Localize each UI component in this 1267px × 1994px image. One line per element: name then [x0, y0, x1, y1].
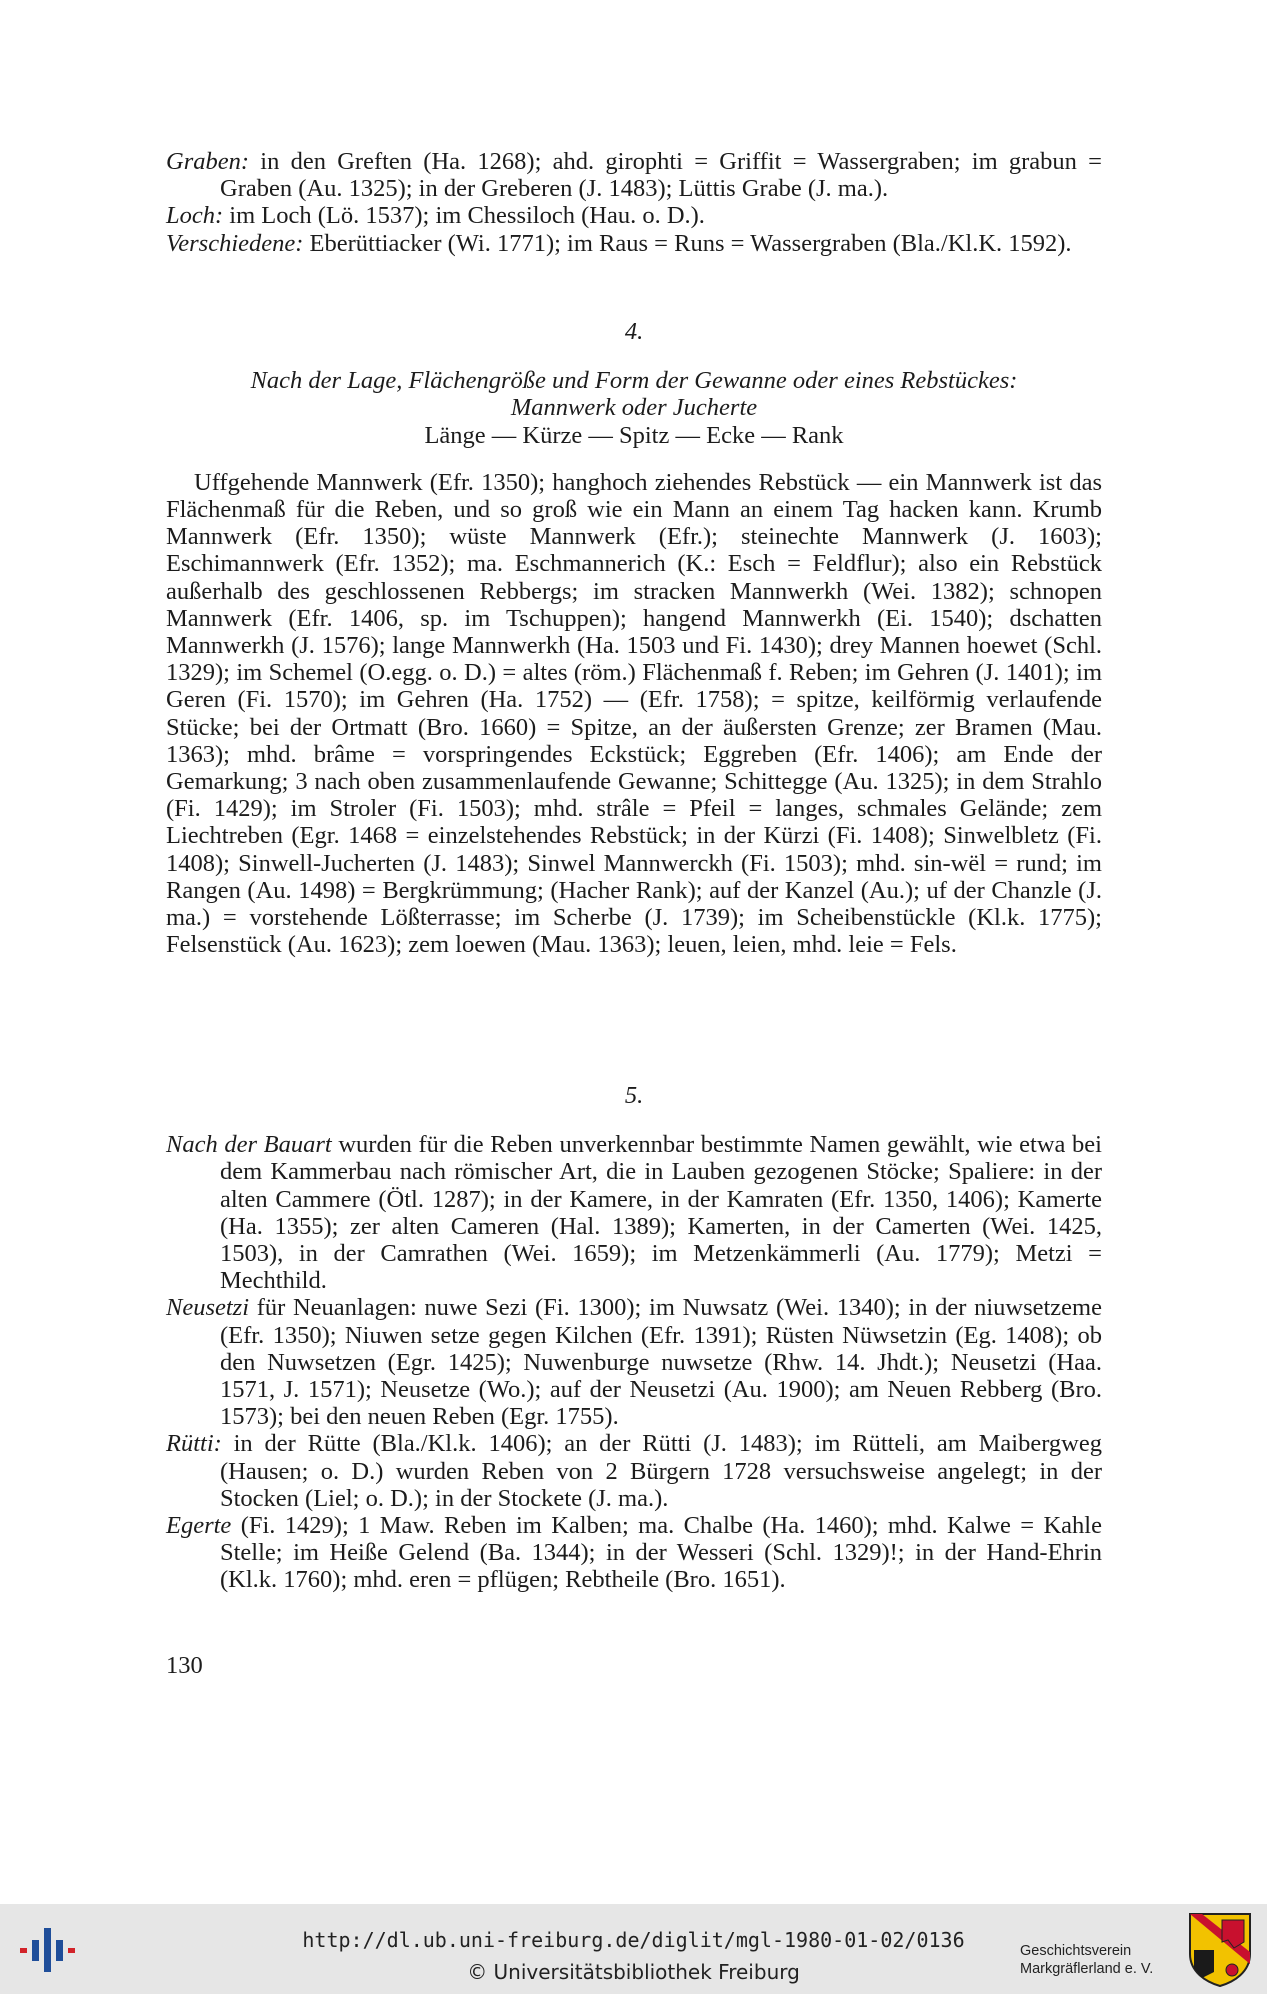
entry-egerte	[166, 1512, 1102, 1594]
entry-loch	[166, 202, 1102, 229]
section-keywords: Länge — Kürze — Spitz — Ecke — Rank	[424, 421, 844, 449]
society-name-line1: Geschichtsverein	[1020, 1943, 1132, 1959]
page-number: 130	[166, 1652, 203, 1679]
entry-ruetti	[166, 1430, 1102, 1512]
entry-label: Neusetzi	[166, 1294, 250, 1322]
section-paragraph: Uffgehende Mannwerk (Efr. 1350); hanghoch ziehendes Rebstück — ein Mannwerk ist das Flächenmaß für die Reben, und so groß wie ein Mann an einem Tag hacken kann. Krumb Mannwerk (Efr. 1350); wüste Mannwerk (Efr.); steinechte Mannwerk (J. 1603); Eschimannwerk (Efr. 1352); ma. Eschmannerich (K.: Esch = Feldflur); also ein Rebstück außerhalb des geschlossenen Rebbergs; im stracken Mannwerkh (Wei. 1382); schnopen Mannwerk (Efr. 1406, sp. im Tschuppen); hangend Mannwerkh (Ei. 1540); dschatten Mannwerkh (J. 1576); lange Mannwerkh (Ha. 1503 und Fi. 1430); drey Mannen hoewet (Schl. 1329); im Schemel (O.egg. o. D.) = altes (röm.) Flächenmaß f. Reben; im Gehren (J. 1401); im Geren (Fi. 1570); im Gehren (Ha. 1752) — (Efr. 1758); = spitze, keilförmig verlaufende Stücke; bei der Ortmatt (Bro. 1660) = Spitze, an der äußersten Grenze; zer Bramen (Mau. 1363); mhd. brâme = vorspringendes Eckstück; Eggreben (Efr. 1406); am Ende der Gemarkung; 3 nach oben zusammenlaufende Gewanne; Schittegge (Au. 1325); in dem Strahlo (Fi. 1429); im Stroler (Fi. 1503); mhd. strâle = Pfeil = langes, schmales Gelände; zem Liechtreben (Egr. 1468 = einzelstehendes Rebstück; in der Kürzi (Fi. 1408); Sinwelbletz (Fi. 1408); Sinwell-Jucherten (J. 1483); Sinwel Mannwerckh (Fi. 1503); mhd. sin-wël = rund; im Rangen (Au. 1498) = Bergkrümmung; (Hacher Rank); auf der Kanzel (Au.); uf der Chanzle (J. ma.) = vorstehende Lößterrasse; im Scherbe (J. 1739); im Scheibenstückle (Kl.k. 1775); Felsenstück (Au. 1623); zem loewen (Mau. 1363); leuen, leien, mhd. leie = Fels.	[166, 468, 1102, 959]
section-number: 4.	[624, 318, 644, 345]
footer-bar	[0, 1904, 1267, 1994]
entry-neusetzi	[166, 1294, 1102, 1430]
top-entries	[166, 148, 1102, 257]
entry-text: Eberüttiacker (Wi. 1771); im Raus = Runs = Wassergraben (Bla./Kl.K. 1592).	[303, 229, 1072, 257]
coat-of-arms-icon	[1188, 1912, 1252, 1988]
entry-text: in der Rütte (Bla./Kl.k. 1406); an der Rütti (J. 1483); im Rütteli, am Maibergweg (Hausen; o. D.) wurden Reben von 2 Bürgern 1728 versuchsweise angelegt; in der Stocken (Liel; o. D.); in der Stockete (J. ma.).	[220, 1430, 1102, 1512]
entry-label: Verschiedene:	[166, 229, 304, 257]
entry-label: Nach der Bauart	[166, 1131, 332, 1159]
permalink-link[interactable]: http://dl.ub.uni-freiburg.de/diglit/mgl-1980-01-02/0136	[302, 1928, 965, 1952]
section-heading: Nach der Lage, Flächengröße und Form der Gewanne oder eines Rebstückes:	[250, 367, 1018, 395]
entry-verschiedene	[166, 230, 1102, 257]
entry-label: Rütti:	[166, 1430, 222, 1458]
entry-label: Graben:	[166, 148, 250, 175]
page-number-block	[166, 1652, 1102, 1679]
entry-label: Loch:	[166, 202, 224, 230]
entry-label: Egerte	[166, 1512, 232, 1540]
section-number: 5.	[624, 1082, 644, 1109]
section-4	[166, 318, 1102, 958]
entry-bauart	[166, 1131, 1102, 1294]
entry-graben	[166, 148, 1102, 202]
entry-text: wurden für die Reben unverkennbar bestimmte Namen gewählt, wie etwa bei dem Kammerbau nach römischer Art, die in Lauben gezogenen Stöcke; Spaliere: in der alten Cammere (Ötl. 1287); in der Kamere, in der Kamraten (Efr. 1350, 1406); Kamerte (Ha. 1355); zer alten Cameren (Hal. 1389); Kamerten, in der Camerten (Wei. 1425, 1503), in der Camrathen (Wei. 1659); im Metzenkämmerli (Au. 1779); Metzi = Mechthild.	[220, 1131, 1102, 1295]
copyright-text: © Universitätsbibliothek Freiburg	[467, 1960, 800, 1984]
section-subheading: Mannwerk oder Jucherte	[510, 394, 758, 422]
section-entries	[166, 1131, 1102, 1593]
entry-text: (Fi. 1429); 1 Maw. Reben im Kalben; ma. Chalbe (Ha. 1460); mhd. Kalwe = Kahle Stelle; im Heiße Gelend (Ba. 1344); in der Wesseri (Schl. 1329)!; in der Hand-Ehrin (Kl.k. 1760); mhd. eren = pflügen; Rebtheile (Bro. 1651).	[220, 1512, 1102, 1594]
entry-text: für Neuanlagen: nuwe Sezi (Fi. 1300); im Nuwsatz (Wei. 1340); in der niuwsetzeme (Efr. 1350); Niuwen setze gegen Kilchen (Efr. 1391); Rüsten Nüwsetzin (Eg. 1408); ob den Nuwsetzen (Egr. 1425); Nuwenburge nuwsetze (Rhw. 14. Jhdt.); Neusetzi (Haa. 1571, J. 1571); Neusetze (Wo.); auf der Neusetzi (Au. 1900); am Neuen Rebberg (Bro. 1573); bei den neuen Reben (Egr. 1755).	[220, 1294, 1102, 1431]
entry-text: im Loch (Lö. 1537); im Chessiloch (Hau. o. D.).	[223, 202, 705, 230]
society-name-line2: Markgräflerland e. V.	[1020, 1961, 1154, 1977]
society-name	[1020, 1942, 1153, 1978]
section-5	[166, 1082, 1102, 1594]
entry-text: in den Greften (Ha. 1268); ahd. girophti = Griffit = Wassergraben; im grabun = Graben (Au. 1325); in der Greberen (J. 1483); Lüttis Grabe (J. ma.).	[220, 148, 1102, 203]
